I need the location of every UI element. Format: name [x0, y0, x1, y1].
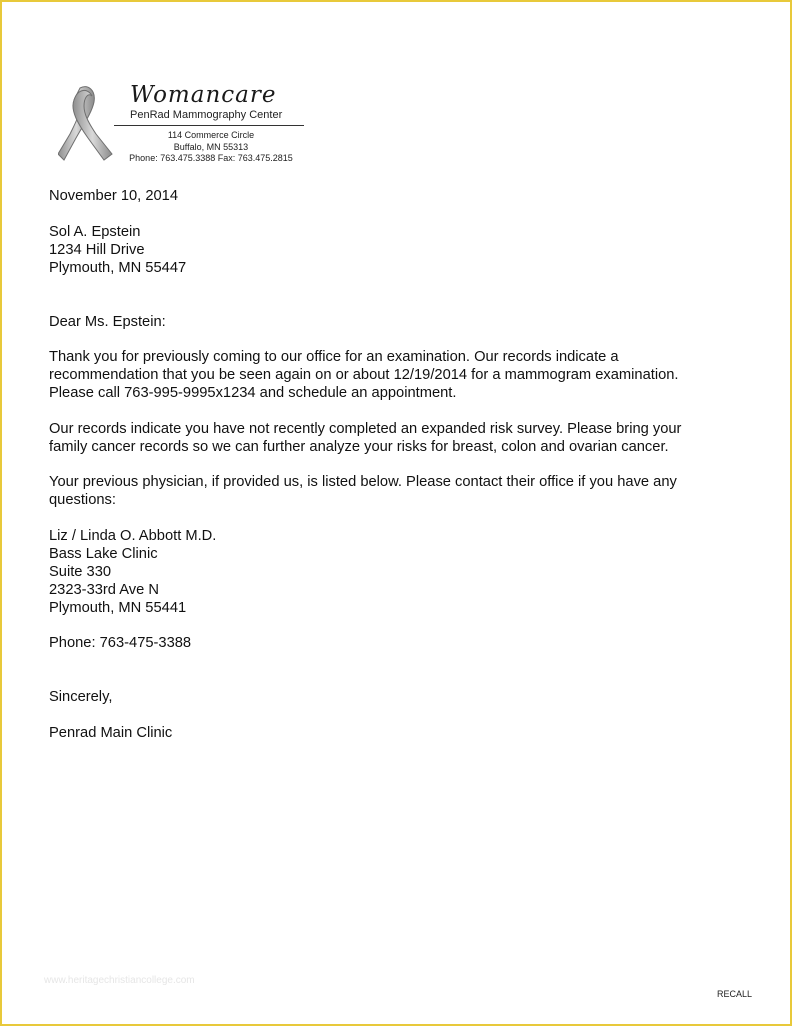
physician-city: Plymouth, MN 55441	[49, 600, 187, 616]
recall-tag: RECALL	[717, 989, 753, 999]
paragraph3-line: questions:	[49, 492, 116, 508]
awareness-ribbon-icon	[58, 84, 114, 164]
physician-name: Liz / Linda O. Abbott M.D.	[49, 528, 217, 544]
physician-suite: Suite 330	[49, 564, 112, 580]
address-street: 114 Commerce Circle	[167, 130, 255, 140]
closing: Sincerely,	[49, 689, 113, 705]
salutation: Dear Ms. Epstein:	[49, 314, 166, 330]
paragraph2-line: family cancer records so we can further analyze your risks for breast, colon and ovarian cancer.	[49, 439, 669, 455]
recipient-street: 1234 Hill Drive	[49, 242, 145, 258]
physician-clinic: Bass Lake Clinic	[49, 546, 158, 562]
signature: Penrad Main Clinic	[49, 725, 173, 741]
address-phone-fax: Phone: 763.475.3388 Fax: 763.475.2815	[129, 153, 293, 163]
brand-name: Womancare	[130, 82, 277, 108]
paragraph1-line: recommendation that you be seen again on or about 12/19/2014 for a mammogram examination.	[49, 367, 679, 383]
recipient-name: Sol A. Epstein	[49, 224, 141, 240]
paragraph3-line: Your previous physician, if provided us, is listed below. Please contact their office if you have any	[49, 474, 677, 490]
watermark-text: www.heritagechristiancollege.com	[44, 975, 195, 986]
letterhead-address	[114, 130, 308, 165]
paragraph1-line: Please call 763-995-9995x1234 and schedule an appointment.	[49, 385, 457, 401]
center-name: PenRad Mammography Center	[130, 109, 283, 121]
letterhead-divider	[114, 125, 304, 126]
physician-phone: Phone: 763-475-3388	[49, 635, 192, 651]
physician-street: 2323-33rd Ave N	[49, 582, 159, 598]
paragraph2-line: Our records indicate you have not recently completed an expanded risk survey. Please bring your	[49, 421, 682, 437]
letter-date: November 10, 2014	[49, 188, 179, 204]
address-city: Buffalo, MN 55313	[173, 141, 249, 152]
paragraph1-line: Thank you for previously coming to our office for an examination. Our records indicate a	[49, 349, 619, 365]
recipient-city: Plymouth, MN 55447	[49, 260, 187, 276]
